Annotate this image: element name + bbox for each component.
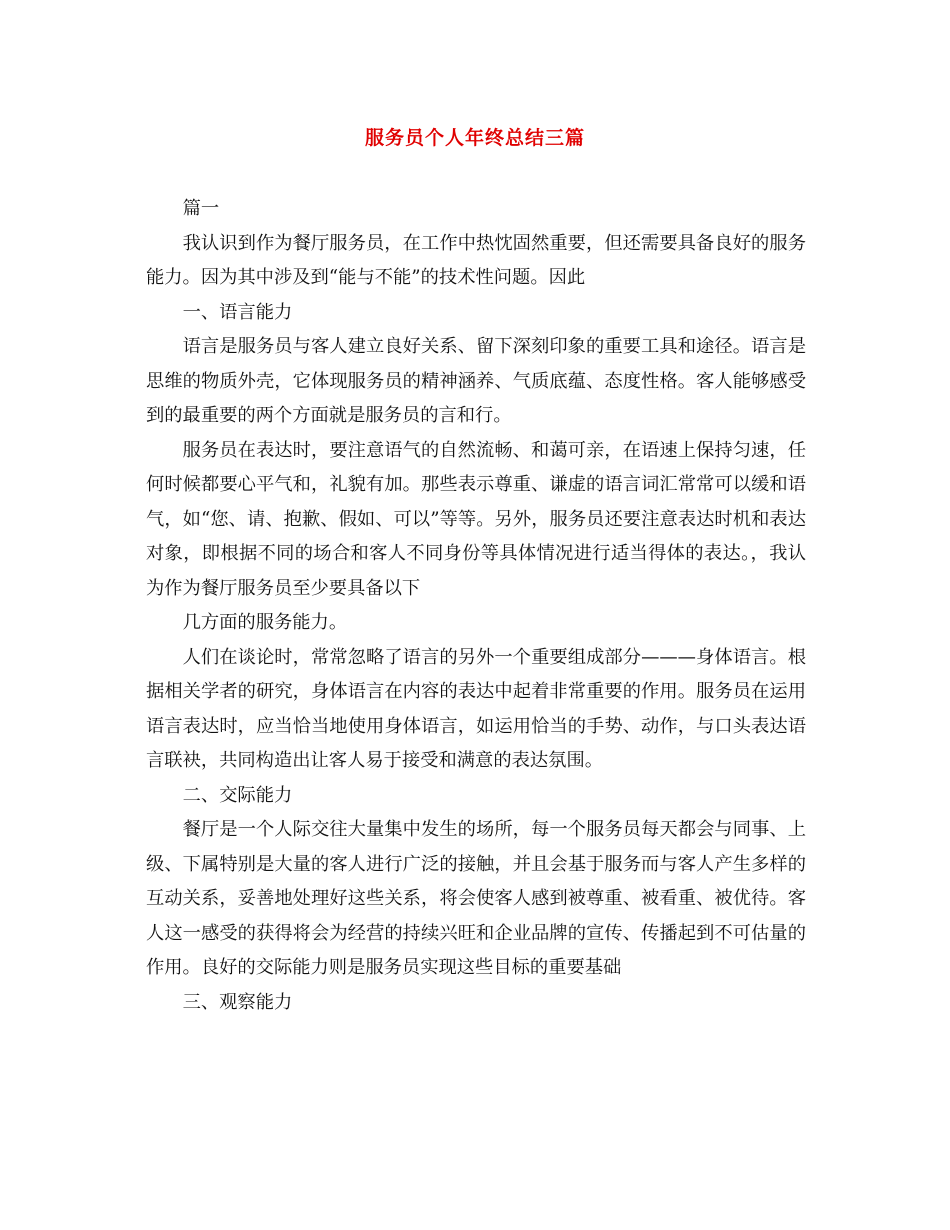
section-heading-observation-ability: 三、观察能力 [182,991,293,1013]
paragraph: 我认识到作为餐厅服务员，在工作中热忱固然重要，但还需要具备良好的服务能力。因为其中涉及到“能与不能”的技术性问题。因此 [146,232,806,288]
section-heading-language-ability: 一、语言能力 [182,301,293,323]
document-body [146,192,806,1020]
paragraph: 餐厅是一个人际交往大量集中发生的场所，每一个服务员每天都会与同事、上级、下属特别是大量的客人进行广泛的接触，并且会基于服务而与客人产生多样的互动关系，妥善地处理好这些关系，将会使客人感到被尊重、被看重、被优待。客人这一感受的获得将会为经营的持续兴旺和企业品牌的宣传、传播起到不可估量的作用。良好的交际能力则是服务员实现这些目标的重要基础 [146,819,806,978]
paragraph: 几方面的服务能力。 [182,612,348,633]
paragraph: 服务员在表达时，要注意语气的自然流畅、和蔼可亲，在语速上保持匀速，任何时候都要心平气和，礼貌有加。那些表示尊重、谦虚的语言词汇常常可以缓和语气，如“您、请、抱歉、假如、可以”等等。另外，服务员还要注意表达时机和表达对象，即根据不同的场合和客人不同身份等具体情况进行适当得体的表达。，我认为作为餐厅服务员至少要具备以下 [146,439,806,599]
paragraph: 语言是服务员与客人建立良好关系、留下深刻印象的重要工具和途径。语言是思维的物质外壳，它体现服务员的精神涵养、气质底蕴、态度性格。客人能够感受到的最重要的两个方面就是服务员的言和行。 [146,336,806,426]
section-heading-communication-ability: 二、交际能力 [182,784,293,806]
section-heading-part-one: 篇一 [182,198,220,219]
document-title: 服务员个人年终总结三篇 [364,127,585,149]
paragraph: 人们在谈论时，常常忽略了语言的另外一个重要组成部分———身体语言。根据相关学者的研究，身体语言在内容的表达中起着非常重要的作用。服务员在运用语言表达时，应当恰当地使用身体语言，如运用恰当的手势、动作，与口头表达语言联袂，共同构造出让客人易于接受和满意的表达氛围。 [146,646,806,771]
